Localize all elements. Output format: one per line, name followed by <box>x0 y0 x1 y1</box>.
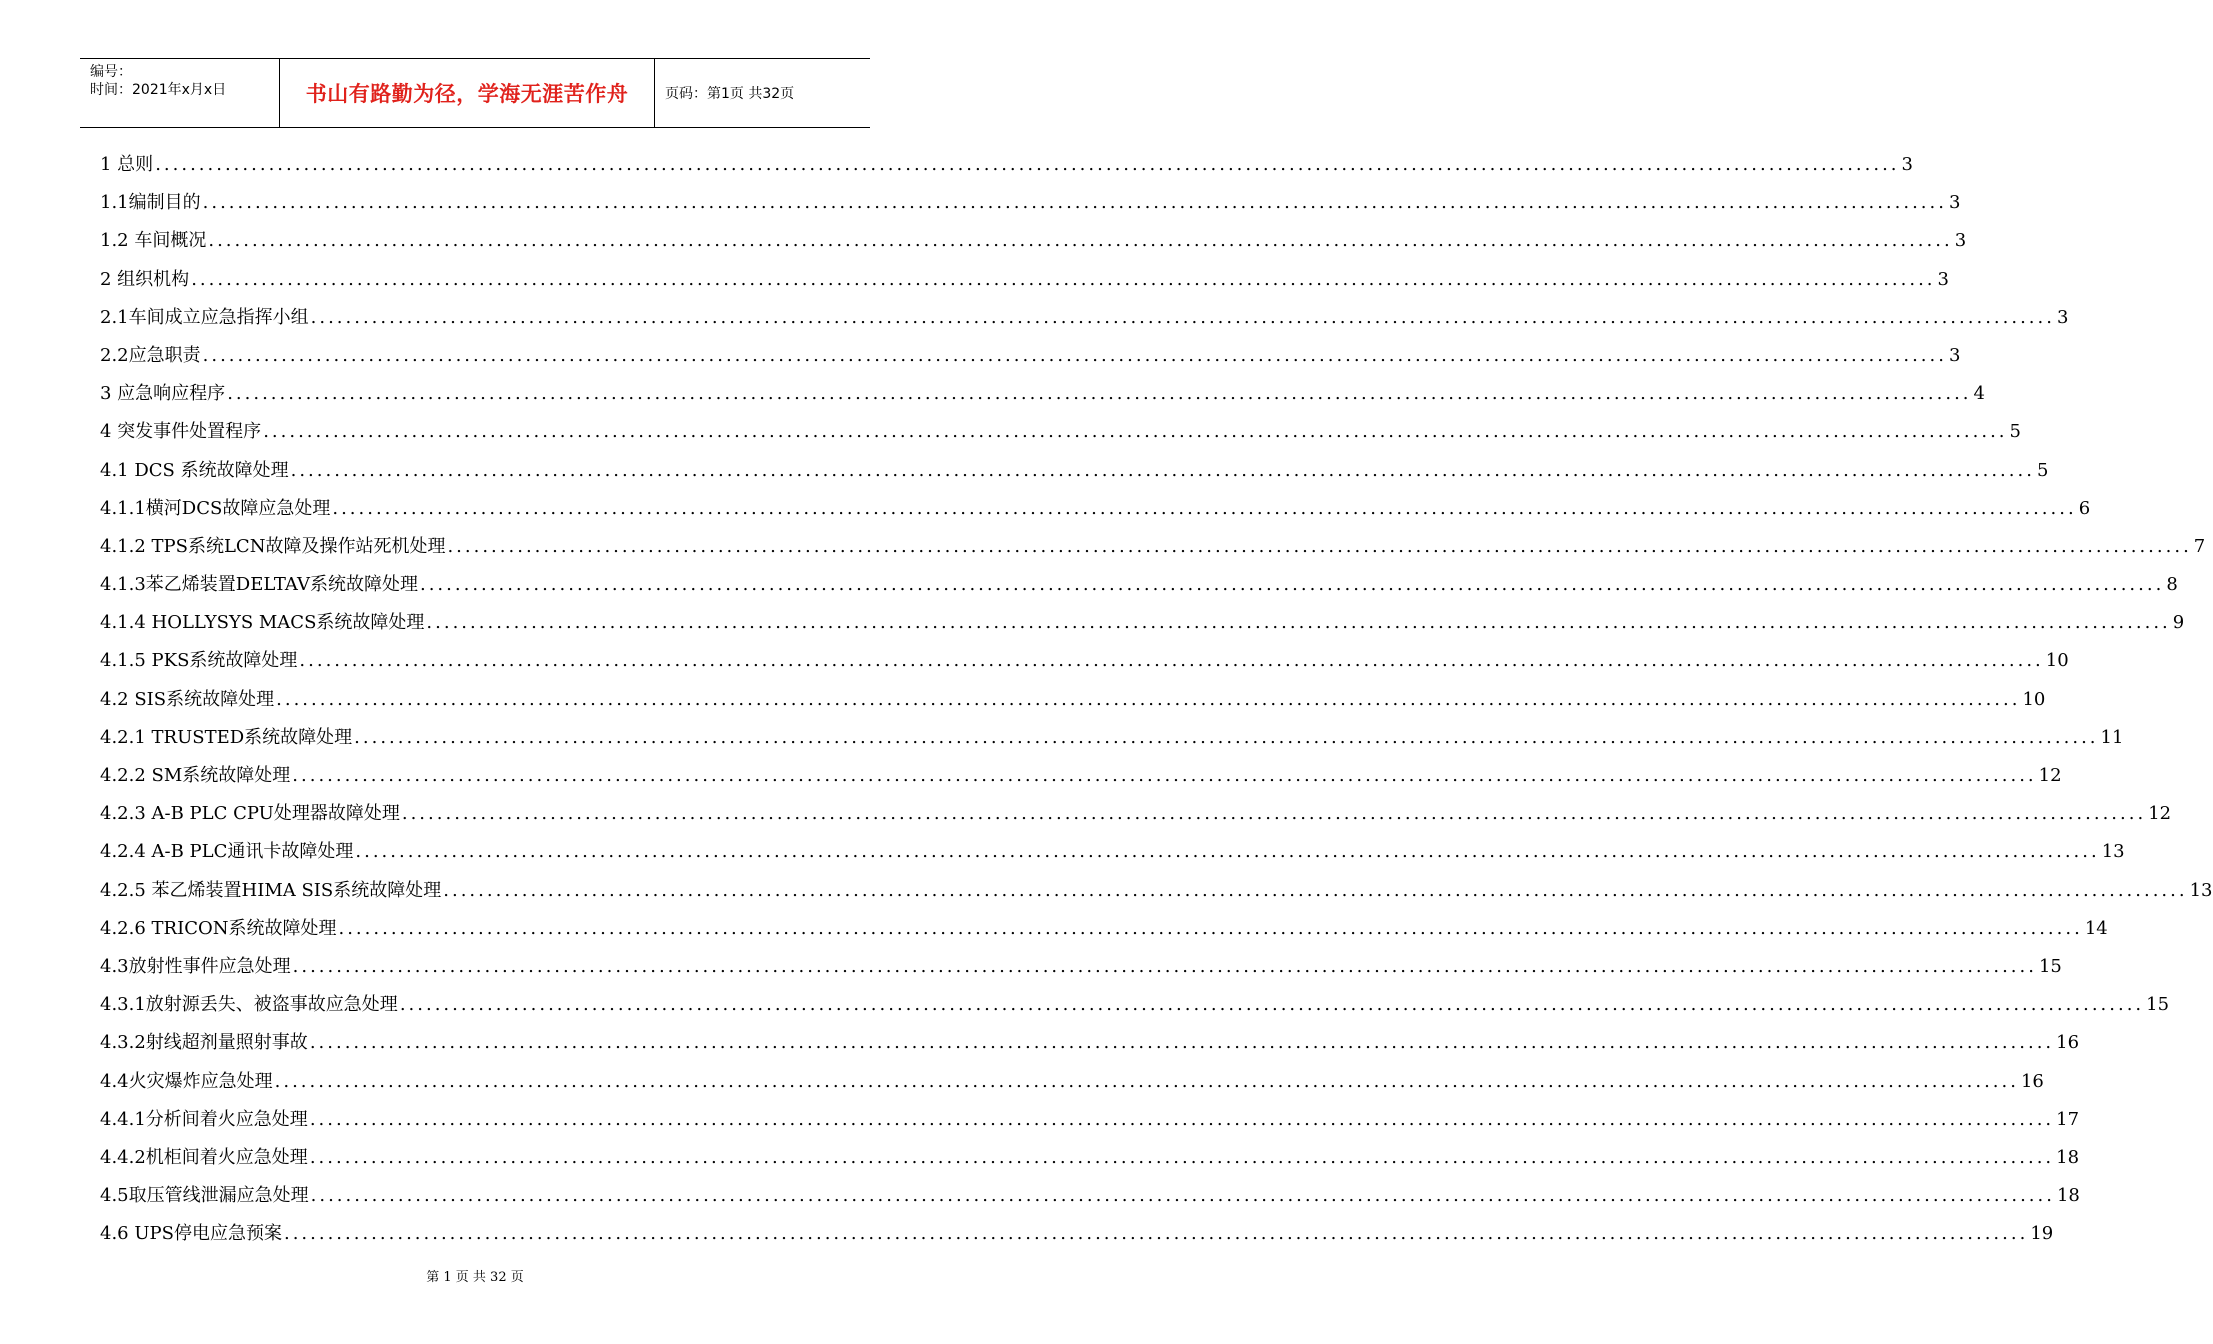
toc-entry-title: 4.2.4 A-B PLC通讯卡故障处理 <box>100 841 354 863</box>
toc-entry-page: 3 <box>1948 192 1961 214</box>
toc-entry-page: 18 <box>2056 1146 2080 1168</box>
toc-entry-title: 4.1.5 PKS系统故障处理 <box>100 650 298 672</box>
toc-leader-dots: ........................................................................................................................................................................................................ <box>309 1032 2055 1054</box>
toc-entry-page: 3 <box>1901 154 1913 175</box>
toc-leader-dots: ........................................................................................................................................................................................................ <box>443 879 2188 901</box>
toc-entry-title: 4.6 UPS停电应急预案 <box>100 1223 282 1245</box>
toc-entry-title: 4.2.6 TRICON系统故障处理 <box>100 917 337 939</box>
toc-leader-dots: ........................................................................................................................................................................................................ <box>290 459 2035 481</box>
toc-entry-page: 3 <box>1937 268 1949 290</box>
toc-entry[interactable] <box>100 604 2185 642</box>
toc-entry-title: 4.4火灾爆炸应急处理 <box>100 1070 273 1092</box>
toc-entry-title: 4.1 DCS 系统故障处理 <box>100 459 289 481</box>
toc-entry[interactable] <box>100 222 1967 260</box>
header-page-label: 页码：第1页 共32页 <box>665 86 795 102</box>
toc-entry[interactable] <box>100 1063 2044 1101</box>
date-label: 时间：2021年x月x日 <box>90 82 227 98</box>
toc-leader-dots: ........................................................................................................................................................................................................ <box>310 306 2055 328</box>
toc-entry-page: 18 <box>2056 1185 2080 1207</box>
toc-entry-page: 11 <box>2100 726 2124 748</box>
toc-leader-dots: ........................................................................................................................................................................................................ <box>426 612 2171 634</box>
toc-entry[interactable] <box>100 833 2125 871</box>
toc-entry[interactable] <box>100 642 2069 680</box>
toc-entry-page: 13 <box>2101 841 2125 863</box>
toc-leader-dots: ........................................................................................................................................................................................................ <box>338 917 2083 939</box>
toc-entry[interactable] <box>100 528 2206 566</box>
toc-leader-dots: ........................................................................................................................................................................................................ <box>419 574 2165 596</box>
toc-entry-title: 1 总则 <box>100 154 154 175</box>
toc-leader-dots: ........................................................................................................................................................................................................ <box>447 535 2192 557</box>
toc-entry-page: 16 <box>2020 1070 2044 1092</box>
toc-entry-page: 5 <box>2009 421 2021 443</box>
toc-entry-page: 7 <box>2193 535 2206 557</box>
toc-entry[interactable] <box>100 986 2170 1024</box>
toc-entry-page: 6 <box>2078 497 2091 519</box>
toc-entry-title: 2 组织机构 <box>100 268 190 290</box>
toc-leader-dots: ........................................................................................................................................................................................................ <box>155 154 1900 175</box>
page-footer: 第 1 页 共 32 页 <box>426 1270 524 1285</box>
toc-leader-dots: ........................................................................................................................................................................................................ <box>191 268 1936 290</box>
toc-entry-page: 19 <box>2030 1223 2054 1245</box>
toc-entry-title: 4.2 SIS系统故障处理 <box>100 688 275 710</box>
toc-entry-page: 12 <box>2148 803 2172 825</box>
toc-entry-page: 13 <box>2189 879 2213 901</box>
toc-entry-title: 4.2.5 苯乙烯装置HIMA SIS系统故障处理 <box>100 879 442 901</box>
toc-entry-title: 4.2.1 TRUSTED系统故障处理 <box>100 726 353 748</box>
toc-entry-title: 4.1.4 HOLLYSYS MACS系统故障处理 <box>100 612 425 634</box>
toc-entry-title: 4.3.2射线超剂量照射事故 <box>100 1032 308 1054</box>
toc-entry-title: 2.2应急职责 <box>100 344 201 366</box>
toc-entry-title: 1.2 车间概况 <box>100 230 207 252</box>
header-motto: 书山有路勤为径，学海无涯苦作舟 <box>280 59 655 127</box>
toc-entry[interactable] <box>100 872 2213 910</box>
toc-entry-title: 4.2.2 SM系统故障处理 <box>100 765 291 786</box>
toc-entry-title: 4.1.3苯乙烯装置DELTAV系统故障处理 <box>100 574 418 596</box>
toc-entry-title: 4 突发事件处置程序 <box>100 421 262 443</box>
toc-entry-page: 9 <box>2172 612 2185 634</box>
toc-leader-dots: ........................................................................................................................................................................................................ <box>276 688 2021 710</box>
toc-leader-dots: ........................................................................................................................................................................................................ <box>401 803 2147 825</box>
toc-entry-title: 4.4.2机柜间着火应急处理 <box>100 1146 308 1168</box>
toc-entry-title: 4.1.1横河DCS故障应急处理 <box>100 497 331 519</box>
toc-leader-dots: ........................................................................................................................................................................................................ <box>208 230 1953 252</box>
toc-entry-title: 4.3放射性事件应急处理 <box>100 955 291 977</box>
toc-entry[interactable] <box>100 1177 2080 1215</box>
toc-entry-title: 4.2.3 A-B PLC CPU处理器故障处理 <box>100 803 400 825</box>
toc-entry-page: 5 <box>2036 459 2049 481</box>
toc-entry[interactable] <box>100 566 2178 604</box>
toc-entry[interactable] <box>100 261 1949 299</box>
toc-entry[interactable] <box>100 337 1961 375</box>
toc-entry[interactable] <box>100 948 2062 986</box>
toc-entry[interactable] <box>100 719 2124 757</box>
toc-leader-dots: ........................................................................................................................................................................................................ <box>292 955 2037 977</box>
toc-leader-dots: ........................................................................................................................................................................................................ <box>263 421 2008 443</box>
toc-entry-title: 4.3.1放射源丢失、被盗事故应急处理 <box>100 994 398 1016</box>
toc-entry[interactable] <box>100 299 2069 337</box>
toc-entry[interactable] <box>100 1024 2080 1062</box>
toc-entry-page: 16 <box>2056 1032 2080 1054</box>
toc-leader-dots: ........................................................................................................................................................................................................ <box>202 344 1947 366</box>
toc-entry[interactable] <box>100 452 2049 490</box>
page-header <box>80 58 870 128</box>
toc-leader-dots: ........................................................................................................................................................................................................ <box>310 1185 2055 1207</box>
toc-entry-title: 3 应急响应程序 <box>100 383 226 405</box>
toc-entry-page: 14 <box>2084 917 2108 939</box>
toc-entry[interactable] <box>100 910 2108 948</box>
toc-entry-title: 4.4.1分析间着火应急处理 <box>100 1108 308 1130</box>
toc-leader-dots: ........................................................................................................................................................................................................ <box>354 726 2099 748</box>
header-meta <box>80 59 280 127</box>
toc-leader-dots: ........................................................................................................................................................................................................ <box>332 497 2077 519</box>
toc-leader-dots: ........................................................................................................................................................................................................ <box>309 1108 2055 1130</box>
toc-entry-page: 15 <box>2146 994 2170 1016</box>
toc-entry[interactable] <box>100 146 1913 184</box>
toc-entry-page: 3 <box>1954 230 1967 252</box>
toc-entry-page: 10 <box>2045 650 2069 672</box>
code-label: 编号： <box>90 64 132 80</box>
toc-entry[interactable] <box>100 681 2046 719</box>
toc-entry[interactable] <box>100 184 1961 222</box>
toc-entry-page: 4 <box>1973 383 1985 405</box>
toc-entry-page: 12 <box>2038 765 2062 786</box>
toc-leader-dots: ........................................................................................................................................................................................................ <box>274 1070 2019 1092</box>
toc-entry[interactable] <box>100 757 2062 795</box>
toc-entry-page: 10 <box>2022 688 2046 710</box>
toc-entry-title: 1.1编制目的 <box>100 192 201 214</box>
toc-leader-dots: ........................................................................................................................................................................................................ <box>292 765 2037 786</box>
toc-leader-dots: ........................................................................................................................................................................................................ <box>309 1146 2055 1168</box>
toc-leader-dots: ........................................................................................................................................................................................................ <box>399 994 2145 1016</box>
toc-entry[interactable] <box>100 375 1985 413</box>
toc-entry-title: 4.1.2 TPS系统LCN故障及操作站死机处理 <box>100 535 446 557</box>
toc-entry-page: 15 <box>2038 955 2062 977</box>
toc-entry[interactable] <box>100 795 2172 833</box>
toc-entry-title: 2.1车间成立应急指挥小组 <box>100 306 309 328</box>
toc-entry-page: 3 <box>1948 344 1961 366</box>
toc-leader-dots: ........................................................................................................................................................................................................ <box>202 192 1947 214</box>
toc-leader-dots: ........................................................................................................................................................................................................ <box>227 383 1972 405</box>
toc-entry[interactable] <box>100 490 2091 528</box>
toc-entry-page: 8 <box>2166 574 2178 596</box>
toc-entry[interactable] <box>100 1215 2054 1253</box>
toc-entry[interactable] <box>100 1139 2080 1177</box>
toc-entry-page: 3 <box>2056 306 2069 328</box>
table-of-contents <box>100 146 2213 1253</box>
toc-leader-dots: ........................................................................................................................................................................................................ <box>283 1223 2029 1245</box>
toc-leader-dots: ........................................................................................................................................................................................................ <box>355 841 2100 863</box>
toc-leader-dots: ........................................................................................................................................................................................................ <box>299 650 2044 672</box>
toc-entry[interactable] <box>100 413 2021 451</box>
toc-entry-title: 4.5取压管线泄漏应急处理 <box>100 1185 309 1207</box>
toc-entry-page: 17 <box>2056 1108 2080 1130</box>
toc-entry[interactable] <box>100 1101 2080 1139</box>
